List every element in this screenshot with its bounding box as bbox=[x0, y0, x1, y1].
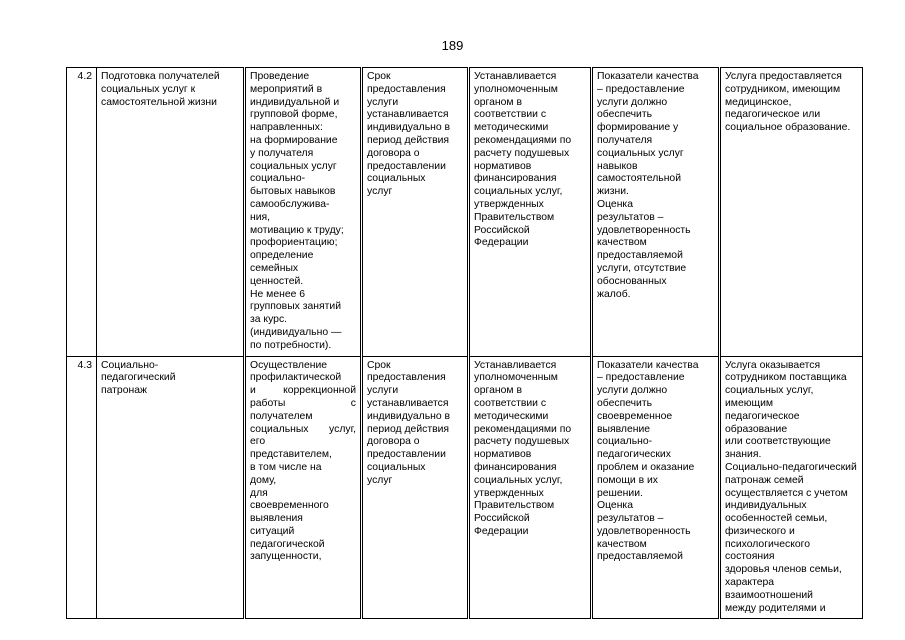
table-row bbox=[67, 68, 863, 357]
service-description-line: профилактической bbox=[250, 372, 342, 384]
service-description-cell bbox=[245, 68, 362, 357]
service-name-cell bbox=[97, 68, 245, 357]
service-description-line: и коррекционной bbox=[250, 385, 356, 397]
service-conditions: Услуга оказывается сотрудником поставщика социальных услуг, имеющим педагогическое образование или соответствующие знания. Социально-педагогический патронаж семей осуществляется с учетом индивидуальных особенностей семьи, физического и психологического состояния здоровья членов семьи, характера взаимоотношений между родителями и bbox=[725, 359, 857, 614]
service-description: его представителем, в том числе на дому, для своевременного выявления ситуаций педагогической запущенности, bbox=[250, 436, 332, 563]
service-description-line: работы с bbox=[250, 397, 356, 409]
service-description-line: Осуществление bbox=[250, 359, 328, 371]
service-description-line: социальных услуг, bbox=[250, 423, 356, 435]
service-term-cell bbox=[362, 68, 469, 357]
service-normative-cell bbox=[469, 356, 592, 619]
service-name: Подготовка получателей социальных услуг к самостоятельной жизни bbox=[101, 71, 220, 108]
service-normative: Устанавливается уполномоченным органом в соответствии с методическими рекомендациями по расчету подушевых нормативов финансирования социальных услуг, утвержденных Правительством Российской Федерации bbox=[474, 359, 572, 537]
row-number-cell bbox=[67, 68, 97, 357]
page-number: 189 bbox=[441, 38, 464, 53]
services-table bbox=[66, 67, 863, 619]
service-normative: Устанавливается уполномоченным органом в соответствии с методическими рекомендациями по расчету подушевых нормативов финансирования социальных услуг, утвержденных Правительством Российской Федерации bbox=[474, 71, 572, 249]
service-conditions-cell bbox=[720, 356, 863, 619]
service-name-cell bbox=[97, 356, 245, 619]
row-number-cell bbox=[67, 356, 97, 619]
service-term: Срок предоставления услуги устанавливается индивидуально в период действия договора о предоставлении социальных услуг bbox=[367, 71, 451, 198]
service-description: Проведение мероприятий в индивидуальной и групповой форме, направленных: на формирование у получателя социальных услуг социально- бытовых навыков самообслужива- ния, мотивацию к труду; профориентацию; определение семейных ценностей. Не менее 6 групповых занятий за курс. (индивидуально — по потребности). bbox=[250, 71, 344, 351]
service-quality: Показатели качества – предоставление услуги должно обеспечить своевременное выявление социально- педагогических проблем и оказание помощи в их решении. Оценка результатов – удовлетворенность качеством предоставляемой bbox=[597, 359, 699, 563]
service-term: Срок предоставления услуги устанавливается индивидуально в период действия договора о предоставлении социальных услуг bbox=[367, 359, 451, 486]
service-quality: Показатели качества – предоставление услуги должно обеспечить формирование у получателя социальных услуг навыков самостоятельной жизни. Оценка результатов – удовлетворенность качеством предоставляемой услуги, отсутствие обоснованных жалоб. bbox=[597, 71, 699, 300]
service-quality-cell bbox=[592, 356, 720, 619]
row-number: 4.3 bbox=[77, 359, 92, 371]
service-normative-cell bbox=[469, 68, 592, 357]
service-description-cell bbox=[245, 356, 362, 619]
row-number: 4.2 bbox=[77, 71, 92, 82]
service-term-cell bbox=[362, 356, 469, 619]
service-quality-cell bbox=[592, 68, 720, 357]
service-conditions-cell bbox=[720, 68, 863, 357]
table-row bbox=[67, 356, 863, 619]
service-conditions: Услуга предоставляется сотрудником, имеющим медицинское, педагогическое или социальное образование. bbox=[725, 71, 851, 134]
service-description-line: получателем bbox=[250, 410, 313, 422]
service-name: Социально- педагогический патронаж bbox=[101, 359, 176, 397]
